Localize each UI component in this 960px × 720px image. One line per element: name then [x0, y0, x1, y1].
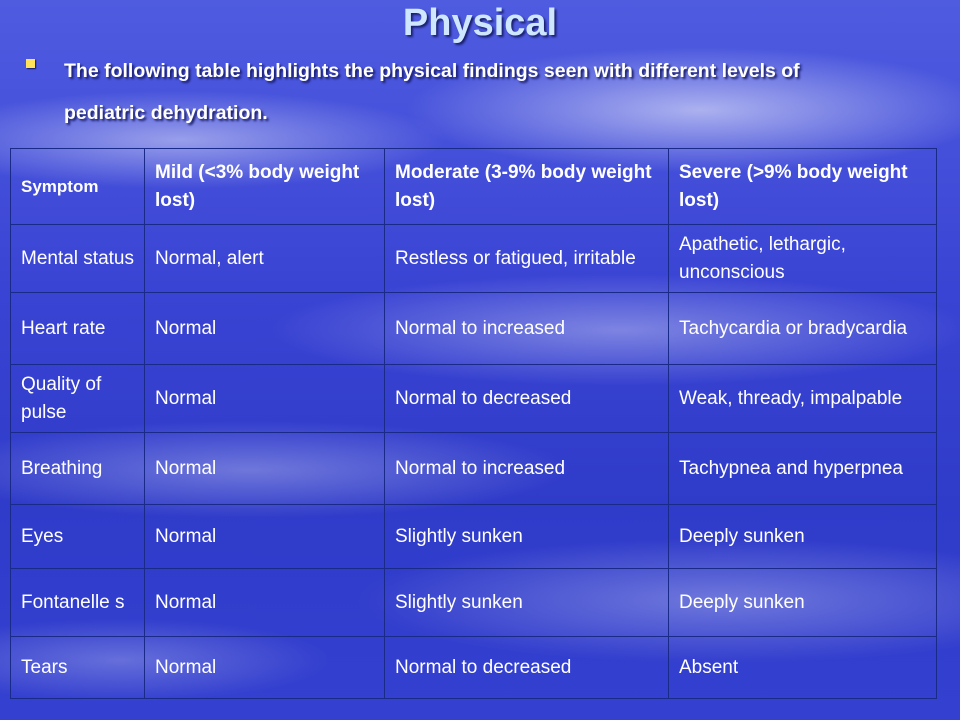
severe-cell: Apathetic, lethargic, unconscious — [669, 225, 937, 293]
mild-cell: Normal, alert — [145, 225, 385, 293]
symptom-cell: Eyes — [11, 505, 145, 569]
moderate-cell: Normal to decreased — [385, 637, 669, 699]
moderate-cell: Slightly sunken — [385, 505, 669, 569]
table-row — [11, 637, 937, 699]
mild-cell: Normal — [145, 569, 385, 637]
bullet-text — [64, 50, 926, 134]
severe-cell: Tachycardia or bradycardia — [669, 293, 937, 365]
symptom-cell: Heart rate — [11, 293, 145, 365]
moderate-cell: Normal to increased — [385, 293, 669, 365]
severe-cell: Deeply sunken — [669, 505, 937, 569]
severe-cell: Tachypnea and hyperpnea — [669, 433, 937, 505]
table-header-row — [11, 149, 937, 225]
mild-cell: Normal — [145, 505, 385, 569]
table-row — [11, 365, 937, 433]
moderate-cell: Restless or fatigued, irritable — [385, 225, 669, 293]
severe-cell: Deeply sunken — [669, 569, 937, 637]
table-row — [11, 293, 937, 365]
slide-title: Physical — [402, 2, 558, 44]
moderate-cell: Normal to decreased — [385, 365, 669, 433]
mild-cell: Normal — [145, 433, 385, 505]
mild-cell: Normal — [145, 637, 385, 699]
mild-cell: Normal — [145, 293, 385, 365]
table-row — [11, 433, 937, 505]
mild-cell: Normal — [145, 365, 385, 433]
moderate-cell: Normal to increased — [385, 433, 669, 505]
severe-cell: Absent — [669, 637, 937, 699]
header-symptom: Symptom — [11, 149, 145, 225]
symptom-cell: Fontanelle s — [11, 569, 145, 637]
symptom-cell: Mental status — [11, 225, 145, 293]
header-mild: Mild (<3% body weight lost) — [145, 149, 385, 225]
bullet-line-1: The following table highlights the physical findings seen with different levels of — [64, 60, 800, 82]
table-row — [11, 569, 937, 637]
table-row — [11, 505, 937, 569]
header-moderate: Moderate (3-9% body weight lost) — [385, 149, 669, 225]
moderate-cell: Slightly sunken — [385, 569, 669, 637]
table-row — [11, 225, 937, 293]
dehydration-findings-table — [10, 148, 937, 699]
bullet-point — [26, 50, 926, 134]
bullet-line-2: pediatric dehydration. — [64, 102, 268, 124]
symptom-cell: Quality of pulse — [11, 365, 145, 433]
square-bullet-icon — [26, 59, 35, 68]
symptom-cell: Tears — [11, 637, 145, 699]
severe-cell: Weak, thready, impalpable — [669, 365, 937, 433]
header-severe: Severe (>9% body weight lost) — [669, 149, 937, 225]
symptom-cell: Breathing — [11, 433, 145, 505]
